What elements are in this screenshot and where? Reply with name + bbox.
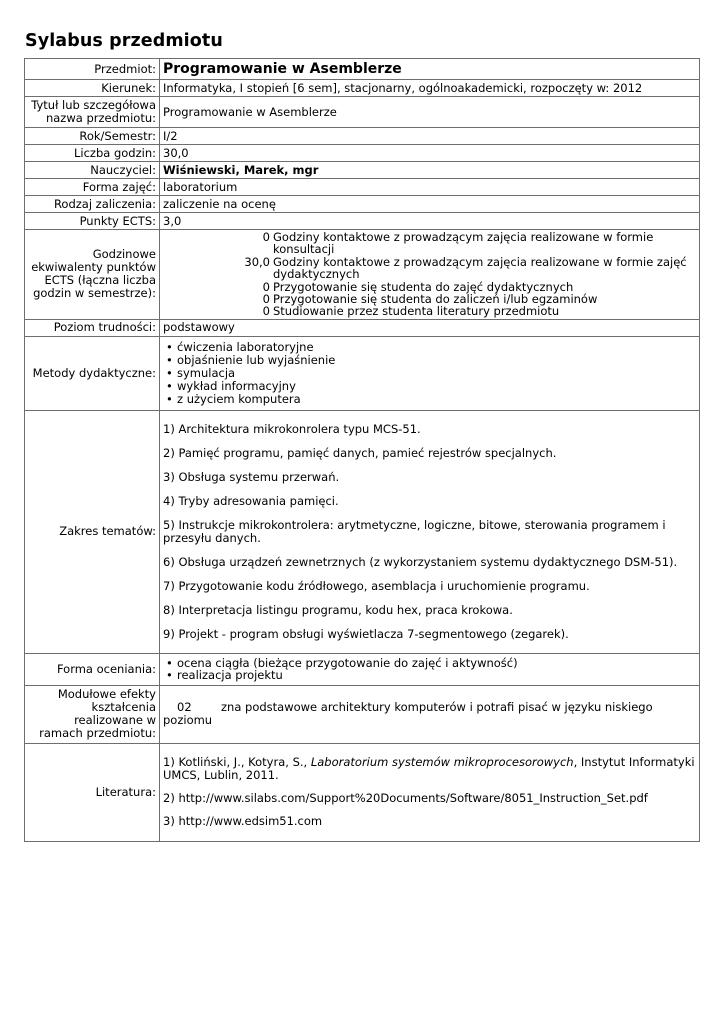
label-godziny: Liczba godzin: <box>25 145 160 162</box>
label-kierunek: Kierunek: <box>25 80 160 97</box>
row-zaliczenie <box>25 196 700 213</box>
list-item: • symulacja <box>163 367 696 380</box>
hours-row <box>163 256 696 281</box>
difficulty-level: podstawowy <box>160 319 700 336</box>
topic-item: 6) Obsługa urządzeń zewnetrznych (z wykorzystaniem systemu dydaktycznego DSM-51). <box>163 554 678 569</box>
class-form: laboratorium <box>160 179 700 196</box>
literature-title: Laboratorium systemów mikroprocesorowych <box>310 755 574 770</box>
page-title: Sylabus przedmiotu <box>25 31 223 51</box>
hours-breakdown <box>163 231 696 318</box>
label-ekwiwalenty: Godzinowe ekwiwalenty punktów ECTS (łączna liczba godzin w semestrze): <box>25 230 160 320</box>
label-tytul: Tytuł lub szczegółowa nazwa przedmiotu: <box>25 97 160 128</box>
row-metody <box>25 336 700 410</box>
list-item: • realizacja projektu <box>163 669 696 682</box>
hours-description: Studiowanie przez studenta literatury przedmiotu <box>273 304 560 319</box>
literature-item: 2) http://www.silabs.com/Support%20Documents/Software/8051_Instruction_Set.pdf <box>163 791 648 806</box>
topic-item: 1) Architektura mikrokonrolera typu MCS-51. <box>163 421 421 436</box>
year-semester: I/2 <box>160 128 700 145</box>
label-poziom: Poziom trudności: <box>25 319 160 336</box>
hours-description: Godziny kontaktowe z prowadzącym zajęcia realizowane w formie konsultacji <box>273 230 654 257</box>
hours-row <box>163 305 696 317</box>
outcome-text: zna podstawowe architektury komputerów i potrafi pisać w języku niskiego poziomu <box>163 700 653 728</box>
assessment-list <box>163 657 696 683</box>
topic-item: 8) Interpretacja listingu programu, kodu hex, praca krokowa. <box>163 602 513 617</box>
row-forma-oceniania <box>25 653 700 685</box>
teacher-name: Wiśniewski, Marek, mgr <box>160 162 700 179</box>
label-ects: Punkty ECTS: <box>25 213 160 230</box>
course-name: Programowanie w Asemblerze <box>160 59 700 80</box>
row-ekwiwalenty <box>25 230 700 320</box>
teaching-methods-list <box>163 341 696 405</box>
label-przedmiot: Przedmiot: <box>25 59 160 80</box>
hours-value: 0 <box>262 230 270 244</box>
topic-item: 9) Projekt - program obsługi wyświetlacza 7-segmentowego (zegarek). <box>163 626 569 641</box>
credit-type: zaliczenie na ocenę <box>160 196 700 213</box>
label-literatura: Literatura: <box>25 743 160 841</box>
hours-value: 0 <box>262 279 270 294</box>
detailed-course-name: Programowanie w Asemblerze <box>160 97 700 128</box>
literature-item: 3) http://www.edsim51.com <box>163 814 323 829</box>
row-literatura <box>25 743 700 841</box>
hours-value: 0 <box>262 304 270 319</box>
row-efekty <box>25 685 700 743</box>
row-poziom <box>25 319 700 336</box>
topic-item: 5) Instrukcje mikrokontrolera: arytmetyczne, logiczne, bitowe, sterowania programem i przesyłu danych. <box>163 517 666 545</box>
outcome-code: 02 <box>177 700 192 715</box>
label-zakres: Zakres tematów: <box>25 410 160 653</box>
row-zakres <box>25 410 700 653</box>
hours-description: Przygotowanie się studenta do zaliczeń i/lub egzaminów <box>273 292 598 307</box>
row-tytul <box>25 97 700 128</box>
row-godziny <box>25 145 700 162</box>
row-forma-zajec <box>25 179 700 196</box>
syllabus-table <box>24 58 700 842</box>
literature-list <box>160 743 700 841</box>
topic-item: 2) Pamięć programu, pamięć danych, pamieć rejestrów specjalnych. <box>163 445 557 460</box>
label-metody: Metody dydaktyczne: <box>25 336 160 410</box>
label-nauczyciel: Nauczyciel: <box>25 162 160 179</box>
topics-list <box>160 410 700 653</box>
topic-item: 7) Przygotowanie kodu źródłowego, asemblacja i uruchomienie programu. <box>163 578 590 593</box>
label-forma-oceniania: Forma oceniania: <box>25 653 160 685</box>
list-item: • objaśnienie lub wyjaśnienie <box>163 354 696 367</box>
literature-publisher: , Instytut Informatyki UMCS, Lublin, 2011. <box>163 755 695 783</box>
label-forma-zajec: Forma zajęć: <box>25 179 160 196</box>
label-zaliczenie: Rodzaj zaliczenia: <box>25 196 160 213</box>
literature-item <box>163 756 696 782</box>
literature-authors: 1) Kotliński, J., Kotyra, S., <box>163 755 308 770</box>
hours-value: 30,0 <box>244 254 270 269</box>
list-item: • z użyciem komputera <box>163 393 696 406</box>
field-of-study: Informatyka, I stopień [6 sem], stacjonarny, ogólnoakademicki, rozpoczęty w: 2012 <box>160 80 700 97</box>
learning-outcome <box>160 685 700 743</box>
hours-description: Godziny kontaktowe z prowadzącym zajęcia realizowane w formie zajęć dydaktycznych <box>273 254 687 282</box>
hours-row <box>163 231 696 256</box>
row-ects <box>25 213 700 230</box>
label-rok: Rok/Semestr: <box>25 128 160 145</box>
list-item: • wykład informacyjny <box>163 380 696 393</box>
list-item: • ocena ciągła (bieżące przygotowanie do zajęć i aktywność) <box>163 657 696 670</box>
list-item: • ćwiczenia laboratoryjne <box>163 341 696 354</box>
hours-count: 30,0 <box>160 145 700 162</box>
row-przedmiot <box>25 59 700 80</box>
topic-item: 3) Obsługa systemu przerwań. <box>163 469 340 484</box>
topic-item: 4) Tryby adresowania pamięci. <box>163 493 339 508</box>
hours-description: Przygotowanie się studenta do zajęć dydaktycznych <box>273 279 574 294</box>
label-efekty: Modułowe efekty kształcenia realizowane w ramach przedmiotu: <box>25 685 160 743</box>
row-kierunek <box>25 80 700 97</box>
row-nauczyciel <box>25 162 700 179</box>
ects-points: 3,0 <box>160 213 700 230</box>
row-rok <box>25 128 700 145</box>
hours-value: 0 <box>262 292 270 307</box>
